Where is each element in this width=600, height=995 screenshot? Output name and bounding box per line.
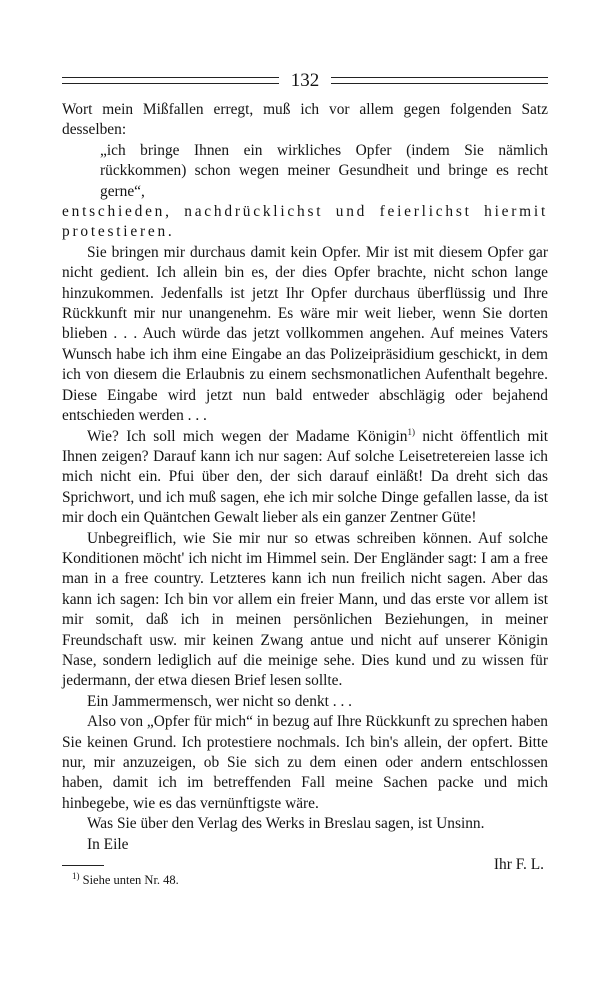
page-number: 132	[290, 69, 320, 91]
quoted-sentence: „ich bringe Ihnen ein wirkliches Opfer (indem Sie nämlich rückkommen) schon wegen meiner Gesundheit und bringe es recht gerne“,	[100, 141, 548, 200]
footnote	[72, 872, 542, 888]
paragraph-4-end: nicht öffentlich mit Ihnen zeigen? Darauf kann ich nur sagen: Auf solche Leisetretereien lasse ich mich nicht ein. Pfui über den, der sich darauf einläßt! Da dreht sich das Sprichwort, und ich muß sagen, ehe ich mir solche Dinge gefallen lasse, da ist mir doch ein Quäntchen Gewalt lieber als ein ganzer Zentner Güte!	[62, 427, 549, 527]
header-rule-right	[331, 77, 548, 84]
footnote-marker: 1)	[72, 870, 80, 881]
paragraph-4-start: Wie? Ich soll mich wegen der Madame Königin	[87, 427, 408, 445]
footnote-reference: 1)	[407, 426, 415, 437]
letter-body	[62, 100, 548, 875]
paragraph-1: Wort mein Mißfallen erregt, muß ich vor allem gegen folgenden Satz desselben:	[62, 101, 548, 139]
paragraph-6: Ein Jammermensch, wer nicht so denkt . . .	[87, 692, 352, 710]
page-header	[62, 68, 548, 92]
protest-sentence: entschieden, nachdrücklichst und feierlichst hiermit protestieren.	[62, 203, 548, 241]
header-rule-left	[62, 77, 279, 84]
footnote-text: Siehe unten Nr. 48.	[79, 873, 179, 887]
signature: Ihr F. L.	[493, 856, 544, 874]
paragraph-8: Was Sie über den Verlag des Werks in Breslau sagen, ist Unsinn.	[87, 815, 485, 833]
closing-line: In Eile	[87, 835, 129, 853]
footnote-divider	[62, 865, 104, 866]
paragraph-4	[62, 427, 548, 529]
paragraph-3: Sie bringen mir durchaus damit kein Opfer. Mir ist mit diesem Opfer gar nicht gedient. Ich allein bin es, der dies Opfer brachte, nicht schon lange hinzukommen. Jedenfalls ist jetzt Ihr Opfer durchaus überflüssig und Ihre Rückkunft mir nur unangenehm. Es wäre mir weit lieber, wenn Sie dorten blieben . . . Auch würde das jetzt vollkommen angehen. Auf meines Vaters Wunsch habe ich ihm eine Eingabe an das Polizeipräsidium geschickt, in dem ich von diesem die Erlaubnis zu einem sechsmonatlichen Aufenthalt begehre. Diese Eingabe wird jetzt nun bald entweder abschlägig oder bejahend entschieden werden . . .	[62, 243, 548, 425]
paragraph-5: Unbegreiflich, wie Sie mir nur so etwas schreiben können. Auf solche Konditionen möcht' ich nicht im Himmel sein. Der Engländer sagt: I am a free man in a free country. Letzteres kann ich nun freilich nicht sagen. Aber das kann ich sagen: Ich bin vor allem ein freier Mann, und das erste vor allem ist mir somit, daß ich in meinen persönlichen Beziehungen, in meiner Freundschaft usw. mir keinen Zwang antue und nicht auf unserer Königin Nase, sondern lediglich auf die meinige sehe. Dies kund und zu wissen für jedermann, der etwa diesen Brief lesen sollte.	[62, 529, 548, 690]
paragraph-7: Also von „Opfer für mich“ in bezug auf Ihre Rückkunft zu sprechen haben Sie keinen Grund. Ich protestiere nochmals. Ich bin's allein, der opfert. Bitte nur, mir anzuzeigen, ob Sie sich zu dem einen oder andern entschlossen haben, damit ich im betreffenden Fall meine Sachen packe und mich hinbegebe, wie es das vernünftigste wäre.	[62, 713, 548, 812]
